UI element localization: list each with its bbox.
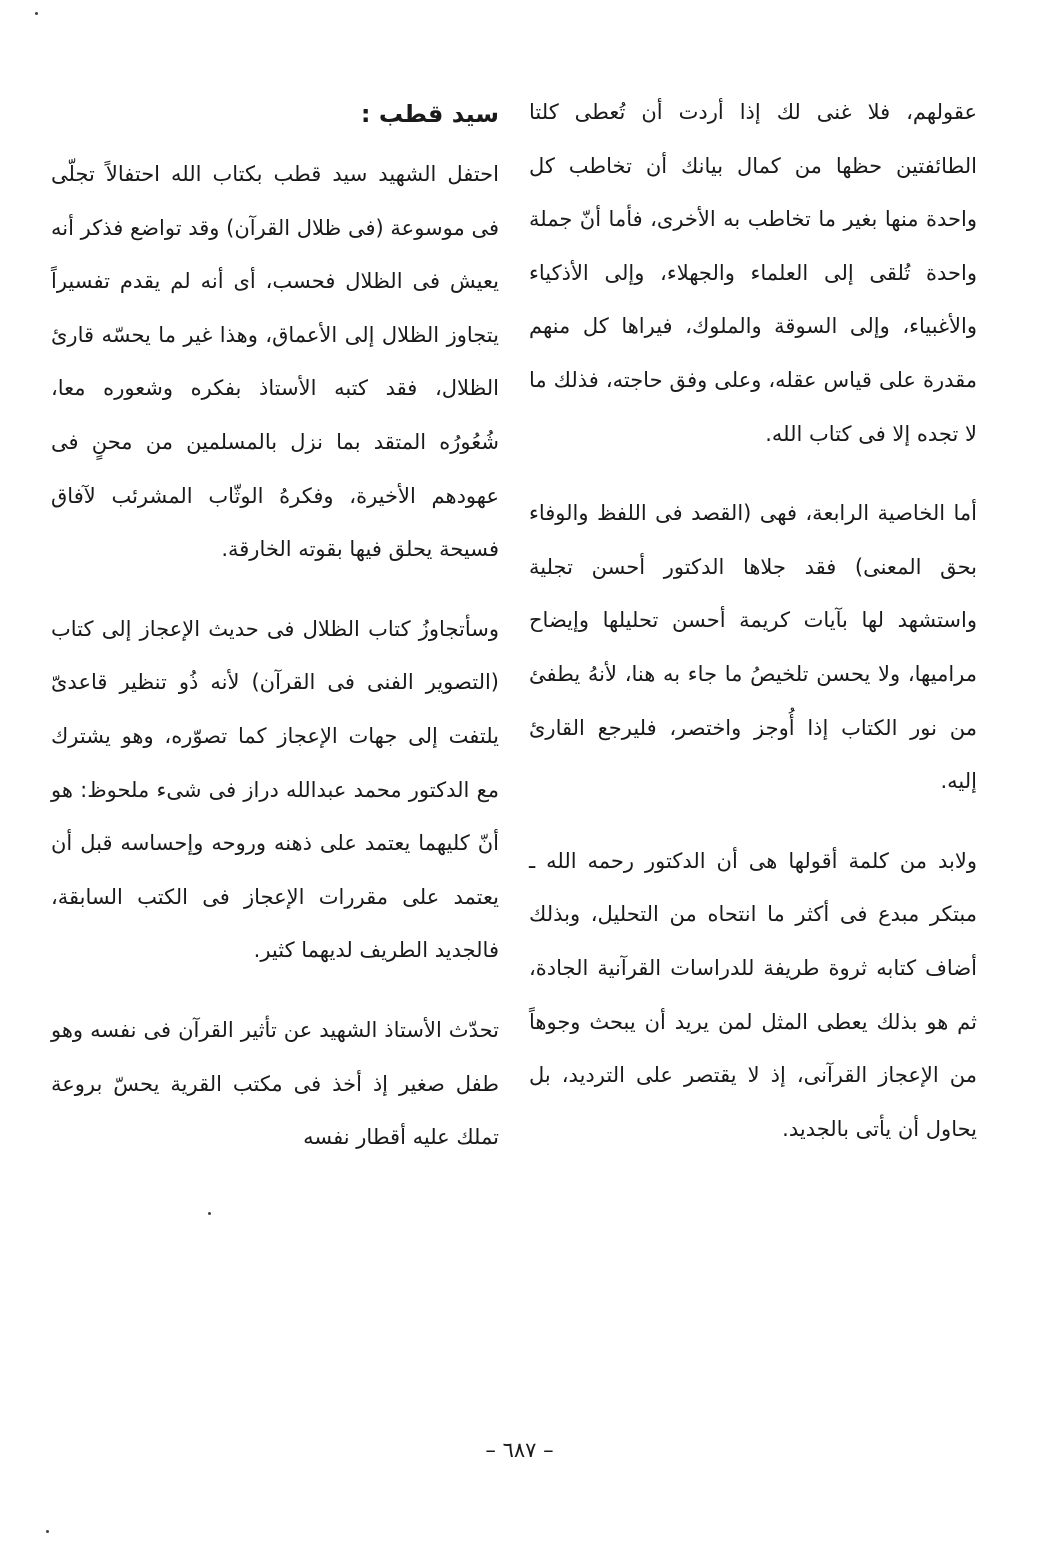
paragraph: ولابد من كلمة أقولها هى أن الدكتور رحمه الله ـ مبتكر مبدع فى أكثر ما انتحاه من التحليل، وبذلك أضاف كتابه ثروة طريفة للدراسات القرآنية الجادة، ثم هو بذلك يعطى المثل لمن يريد أن يبحث وجوهاً من الإعجاز القرآنى، إذ لا يقتصر على الترديد، بل يحاول أن يأتى بالجديد.	[529, 848, 977, 1141]
paragraph: أما الخاصية الرابعة، فهى (القصد فى اللفظ والوفاء بحق المعنى) فقد جلاها الدكتور أحسن تجلية واستشهد لها بآيات كريمة أحسن تحليلها وإيضاح مراميها، ولا يحسن تلخيصُ ما جاء به هنا، لأنهُ يطفئ من نور الكتاب إذا أُوجز واختصر، فليرجع القارئ إليه.	[529, 501, 977, 794]
page-number: – ٦٨٧ –	[485, 1438, 554, 1462]
paragraph-gap	[51, 577, 499, 603]
scan-speck	[46, 1530, 49, 1533]
paragraph-gap	[529, 461, 977, 487]
section-heading: سيد قطب :	[360, 100, 499, 128]
right-column	[529, 86, 977, 1156]
paragraph: احتفل الشهيد سيد قطب بكتاب الله احتفالاً تجلّى فى موسوعة (فى ظلال القرآن) وقد تواضع فذكر أنه يعيش فى الظلال فحسب، أى أنه لم يقدم تفسيراً يتجاوز الظلال إلى الأعماق، وهذا غير ما يحسّه قارئ الظلال، فقد كتبه الأستاذ بفكره وشعوره معا، شُعُورُه المتقد بما نزل بالمسلمين من محنٍ فى عهودهم الأخيرة، وفكرهُ الوثّاب المشرئب لآفاق فسيحة يحلق فيها بقوته الخارقة.	[51, 162, 499, 562]
paragraph-gap	[529, 809, 977, 835]
scan-speck	[35, 12, 38, 15]
paragraph-gap	[51, 978, 499, 1004]
paragraph: عقولهم، فلا غنى لك إذا أردت أن تُعطى كلتا الطائفتين حظها من كمال بيانك أن تخاطب كل واحدة منها بغير ما تخاطب به الأخرى، فأما أنّ جملة واحدة تُلقى إلى العلماء والجهلاء، وإلى الأذكياء والأغبياء، وإلى السوقة والملوك، فيراها كل منهم مقدرة على قياس عقله، وعلى وفق حاجته، فذلك ما لا تجده إلا فى كتاب الله.	[529, 100, 977, 446]
paragraph: تحدّث الأستاذ الشهيد عن تأثير القرآن فى نفسه وهو طفل صغير إذ أخذ فى مكتب القرية يحسّ بروعة تملك عليه أقطار نفسه	[51, 1017, 499, 1150]
left-column	[51, 86, 499, 1165]
scan-speck	[208, 1212, 211, 1215]
paragraph: وسأتجاوزُ كتاب الظلال فى حديث الإعجاز إلى كتاب (التصوير الفنى فى القرآن) لأنه ذُو تنظير قاعدىّ يلتفت إلى جهات الإعجاز كما تصوّره، وهو يشترك مع الدكتور محمد عبدالله دراز فى شىء ملحوظ: هو أنّ كليهما يعتمد على ذهنه وروحه وإحساسه قبل أن يعتمد على مقررات الإعجاز فى الكتب السابقة، فالجديد الطريف لديهما كثير.	[51, 616, 499, 963]
